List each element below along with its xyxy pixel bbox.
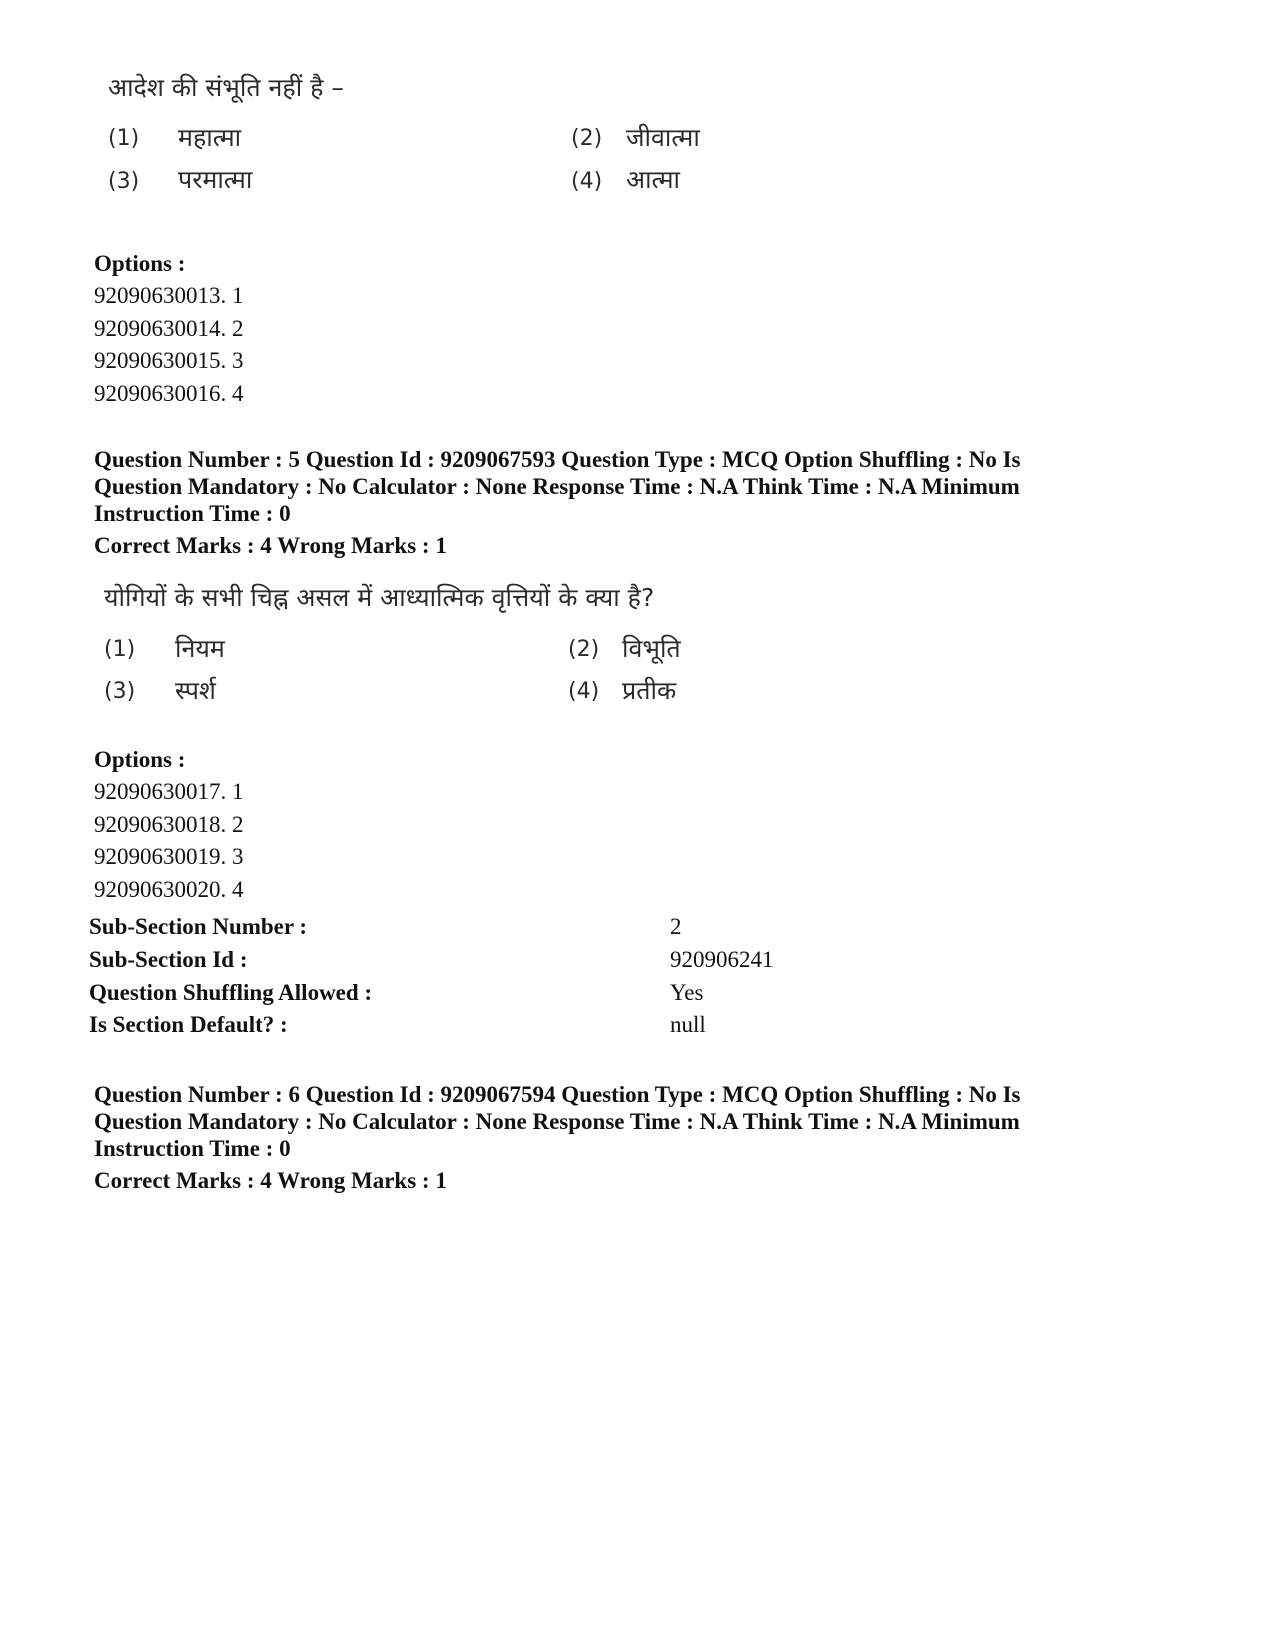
q5-option-1-number: (1) xyxy=(104,637,136,662)
q5-marks: Correct Marks : 4 Wrong Marks : 1 xyxy=(94,533,447,558)
q5-option-4-text: प्रतीक xyxy=(622,676,677,705)
q4-options-label: Options : xyxy=(94,251,186,276)
q4-option-3-text: परमात्मा xyxy=(178,165,253,194)
q5-metadata xyxy=(94,446,1094,527)
q4-option-id-3: 92090630015. 3 xyxy=(94,348,244,373)
q5-option-3-number: (3) xyxy=(104,679,136,704)
q5-option-4-number: (4) xyxy=(568,679,600,704)
q5-option-id-3: 92090630019. 3 xyxy=(94,844,244,869)
q4-option-2-text: जीवात्मा xyxy=(626,123,700,152)
q5-stem: योगियों के सभी चिह्न असल में आध्यात्मिक वृत्तियों के क्या है? xyxy=(104,583,655,612)
q5-option-id-2: 92090630018. 2 xyxy=(94,812,244,837)
q4-option-1-text: महात्मा xyxy=(178,123,242,152)
q6-meta-line-2: Question Mandatory : No Calculator : None Response Time : N.A Think Time : N.A Minimum xyxy=(94,1109,1020,1134)
q4-option-4-number: (4) xyxy=(571,169,603,194)
section-default-label: Is Section Default? : xyxy=(89,1012,288,1037)
q4-option-id-1: 92090630013. 1 xyxy=(94,283,244,308)
q5-option-1-text: नियम xyxy=(175,634,225,663)
question-shuffling-value: Yes xyxy=(670,980,704,1005)
q5-meta-line-3: Instruction Time : 0 xyxy=(94,501,291,526)
subsection-id-label: Sub-Section Id : xyxy=(89,947,248,972)
q6-marks: Correct Marks : 4 Wrong Marks : 1 xyxy=(94,1168,447,1193)
subsection-number-label: Sub-Section Number : xyxy=(89,914,308,939)
q5-option-2-number: (2) xyxy=(568,637,600,662)
subsection-id-value: 920906241 xyxy=(670,947,774,972)
q6-metadata xyxy=(94,1081,1094,1162)
q4-option-id-2: 92090630014. 2 xyxy=(94,316,244,341)
q5-options-label: Options : xyxy=(94,747,186,772)
q4-stem: आदेश की संभूति नहीं है – xyxy=(108,73,344,102)
q4-option-4-text: आत्मा xyxy=(626,165,681,194)
q6-meta-line-1: Question Number : 6 Question Id : 9209067594 Question Type : MCQ Option Shuffling : No Is xyxy=(94,1082,1021,1107)
q6-meta-line-3: Instruction Time : 0 xyxy=(94,1136,291,1161)
subsection-number-value: 2 xyxy=(670,914,682,939)
q4-option-3-number: (3) xyxy=(108,169,140,194)
q5-option-id-4: 92090630020. 4 xyxy=(94,877,244,902)
q5-meta-line-2: Question Mandatory : No Calculator : None Response Time : N.A Think Time : N.A Minimum xyxy=(94,474,1020,499)
q4-option-1-number: (1) xyxy=(108,126,140,151)
q4-option-2-number: (2) xyxy=(571,126,603,151)
q5-option-3-text: स्पर्श xyxy=(175,676,216,705)
q5-option-id-1: 92090630017. 1 xyxy=(94,779,244,804)
q5-meta-line-1: Question Number : 5 Question Id : 9209067593 Question Type : MCQ Option Shuffling : No Is xyxy=(94,447,1021,472)
q4-option-id-4: 92090630016. 4 xyxy=(94,381,244,406)
question-shuffling-label: Question Shuffling Allowed : xyxy=(89,980,373,1005)
q5-option-2-text: विभूति xyxy=(622,634,681,663)
section-default-value: null xyxy=(670,1012,706,1037)
